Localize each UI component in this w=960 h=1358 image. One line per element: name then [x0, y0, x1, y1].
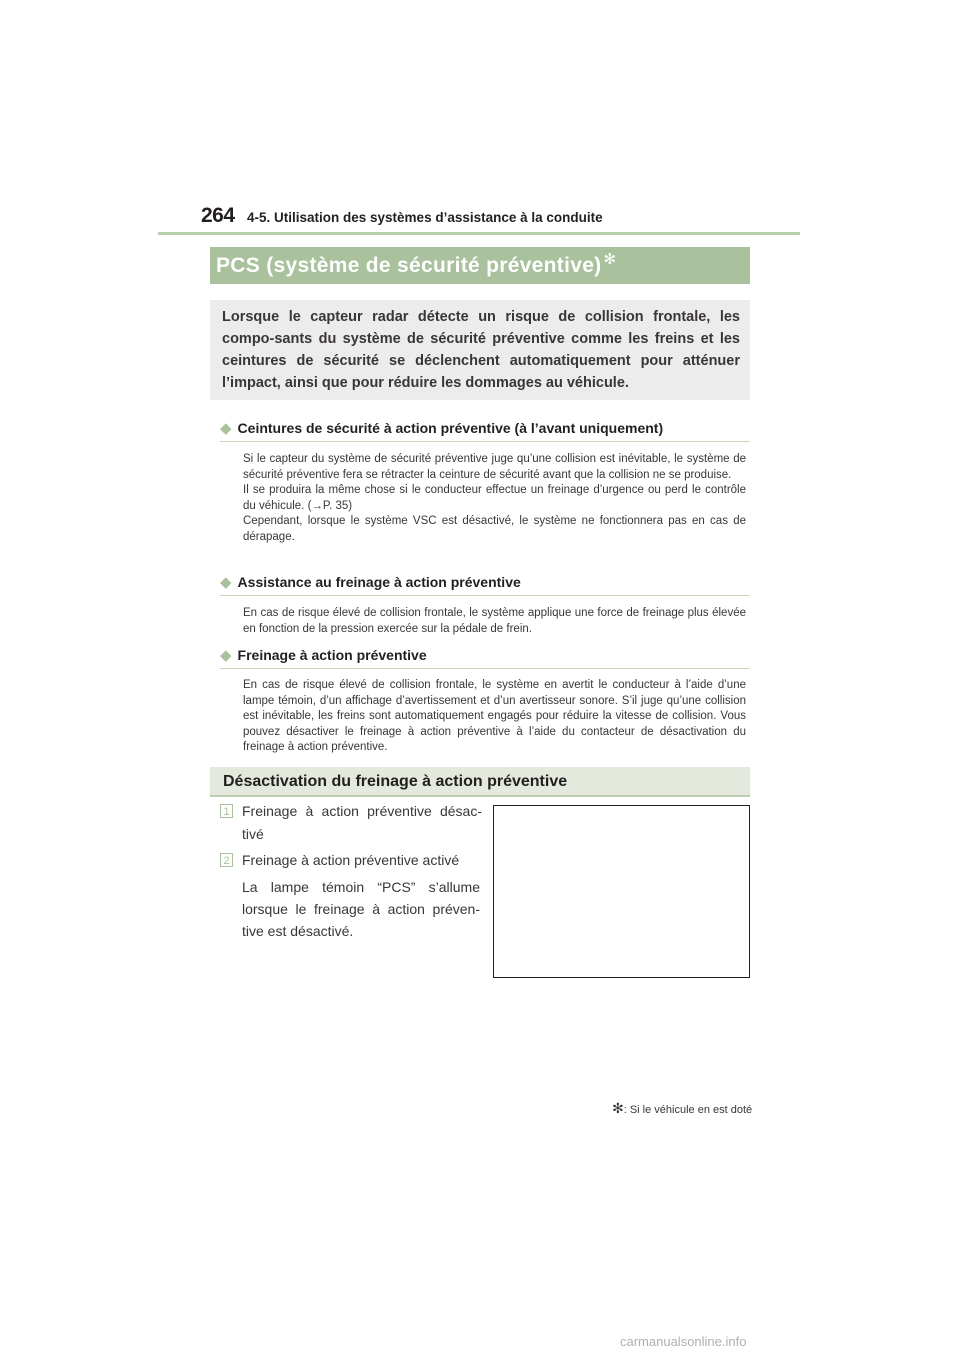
diamond-icon: ◆: [220, 420, 232, 437]
section-heading-pre-braking: [220, 646, 427, 664]
list-item: Freinage à action préventive activé: [242, 852, 460, 868]
header-divider: [158, 232, 800, 235]
list-item: Freinage à action préventive désac-tivé: [242, 803, 482, 842]
section-body-pre-braking: [243, 678, 746, 756]
paragraph: Cependant, lorsque le système VSC est désactivé, le système ne fonctionnera pas en cas de dérapage.: [243, 515, 746, 543]
diamond-icon: ◆: [220, 574, 232, 591]
section-body-seatbelts: [243, 452, 746, 545]
section-heading-seatbelts: [220, 419, 663, 437]
section-body-brake-assist: [243, 606, 746, 637]
section-heading-brake-assist: [220, 573, 521, 591]
asterisk-icon: ✻: [612, 1100, 624, 1116]
optional-equipment-marker: ✻: [603, 251, 617, 268]
footnote-text: : Si le véhicule en est doté: [623, 1104, 753, 1116]
section-divider: [220, 595, 750, 596]
paragraph: En cas de risque élevé de collision frontale, le système en avertit le conducteur à l’aide d’une lampe témoin, d’un affichage d’avertissement et d’un avertisseur sonore. S’il juge qu’une collision est inévitable, les freins sont automatiquement engagés pour réduire la vitesse de collision. Vous pouvez désactiver le freinage à action préventive à l’aide du contacteur de désactivation du freinage à action préventive.: [243, 679, 746, 753]
section-divider: [220, 441, 750, 442]
paragraph: Si le capteur du système de sécurité préventive juge qu’une collision est inévitable, le système de sécurité préventive fera se rétracter la ceinture de sécurité avant que la collision ne se produise.: [243, 453, 746, 481]
page-number: 264: [201, 204, 235, 227]
intro-text: Lorsque le capteur radar détecte un risque de collision frontale, les compo-sants du système de sécurité préventive comme les freins et les ceintures de sécurité se déclenchent automatiquement pour atténuer l’impact, ainsi que pour réduire les dommages au véhicule.: [222, 309, 740, 391]
footnote: [612, 1100, 752, 1117]
section-divider: [220, 668, 750, 669]
page-title-text: PCS (système de sécurité préventive): [216, 254, 602, 277]
callout-number-2: 2: [220, 853, 233, 867]
section-heading-text: Freinage à action préventive: [237, 647, 427, 663]
chapter-heading: 4-5. Utilisation des systèmes d’assistance à la conduite: [247, 210, 603, 225]
paragraph: Il se produira la même chose si le conducteur effectue un freinage d’urgence ou perd le contrôle du véhicule. (→P. 35): [243, 484, 746, 512]
subsection-title: Désactivation du freinage à action préventive: [223, 773, 568, 790]
diamond-icon: ◆: [220, 647, 232, 664]
section-heading-text: Ceintures de sécurité à action préventive (à l’avant uniquement): [237, 420, 664, 436]
callout-number-1: 1: [220, 804, 233, 818]
paragraph: En cas de risque élevé de collision frontale, le système applique une force de freinage plus élevée en fonction de la pression exercée sur la pédale de frein.: [243, 607, 746, 635]
section-heading-text: Assistance au freinage à action préventive: [237, 574, 521, 590]
switch-illustration-frame: [493, 805, 750, 978]
warning-lamp-description: La lampe témoin “PCS” s’allume lorsque le freinage à action préven-tive est désactivé.: [242, 879, 480, 939]
watermark: carmanualsonline.info: [620, 1334, 747, 1349]
page-title: [216, 250, 616, 278]
